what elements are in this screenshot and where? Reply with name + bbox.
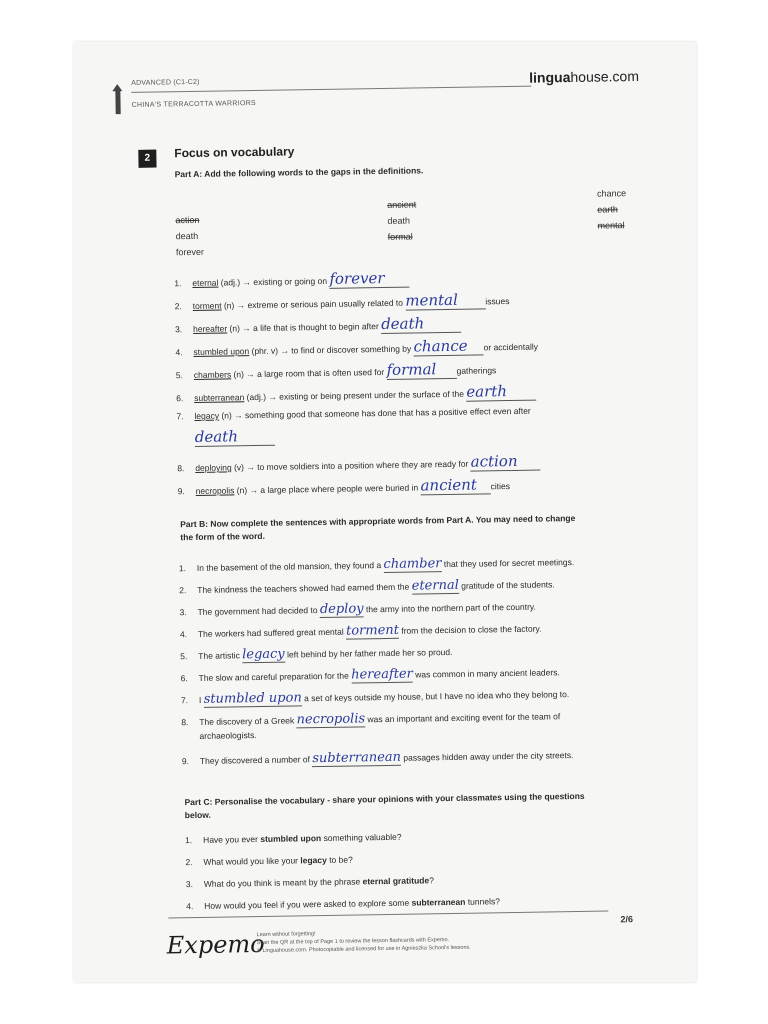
answer-field[interactable]: mental <box>405 290 485 310</box>
header-divider <box>131 86 531 93</box>
definition-item: 4. stumbled upon (phr. v) → to find or discover something by chance or accidentally <box>175 336 539 358</box>
definition-item: 7. legacy (n) → something good that someone has done that has a positive effect even after <box>176 405 531 422</box>
word-bank-item: death <box>387 215 411 226</box>
part-c-instruction: Part C: Personalise the vocabulary - share your opinions with your classmates using the questions <box>184 790 585 808</box>
answer-field[interactable]: earth <box>466 382 536 402</box>
definition-item: 1. eternal (adj.) → existing or going on forever <box>174 269 409 292</box>
linguahouse-logo: linguahouse.com <box>529 67 640 86</box>
sentence-item-continued: archaeologists. <box>199 730 257 741</box>
lesson-title: CHINA'S TERRACOTTA WARRIORS <box>131 99 257 109</box>
answer-field[interactable]: ancient <box>420 475 490 495</box>
section-title: Focus on vocabulary <box>174 144 295 161</box>
page-number: 2/6 <box>620 914 634 925</box>
sentence-item: 5. The artistic legacy left behind by her father made her so proud. <box>180 646 453 663</box>
answer-field[interactable]: legacy <box>242 646 285 663</box>
answer-field[interactable]: chamber <box>383 556 442 573</box>
answer-field[interactable]: death <box>381 314 461 334</box>
definition-item: 8. deploying (v) → to move soldiers into a position where they are ready for action <box>177 452 541 477</box>
answer-field[interactable]: eternal <box>411 577 459 594</box>
sentence-item: 6. The slow and careful preparation for the hereafter was common in many ancient leaders. <box>180 666 560 684</box>
definition-item: 3. hereafter (n) → a life that is thought to begin after death <box>175 314 461 337</box>
footer-divider <box>168 911 608 919</box>
definition-item-continued <box>195 427 275 447</box>
word-bank-item: action <box>175 214 200 226</box>
tower-logo-icon <box>115 90 120 114</box>
answer-field[interactable]: action <box>471 452 541 472</box>
answer-field[interactable]: stumbled upon <box>203 690 302 707</box>
word-bank-item: ancient <box>387 199 417 210</box>
answer-field[interactable]: death <box>195 427 275 447</box>
level-label: ADVANCED (C1-C2) <box>131 78 200 87</box>
answer-field[interactable]: chance <box>413 336 483 356</box>
part-c-instruction-cont: below. <box>184 809 211 821</box>
sentence-item: 3. The government had decided to deploy the army into the northern part of the country. <box>179 601 536 618</box>
question-item: 2. What would you like your legacy to be? <box>185 854 353 868</box>
section-number-badge: 2 <box>138 150 156 168</box>
definition-item: 9. necropolis (n) → a large place where people were buried in ancient cities <box>177 475 510 497</box>
word-bank-item: formal <box>387 231 413 242</box>
part-b-instruction: Part B: Now complete the sentences with appropriate words from Part A. You may need to change <box>180 513 576 530</box>
sentence-item: 2. The kindness the teachers showed had earned them the eternal gratitude of the students. <box>179 577 555 596</box>
answer-field[interactable]: torment <box>345 622 400 639</box>
sentence-item: 9. They discovered a number of subterranean passages hidden away under the city streets. <box>181 749 574 767</box>
word-bank-item: death <box>175 230 199 242</box>
question-item: 1. Have you ever stumbled upon something valuable? <box>185 831 402 846</box>
word-bank-item: mental <box>597 220 625 231</box>
sentence-item: 7. I stumbled upon a set of keys outside my house, but I have no idea who they belong to. <box>180 689 570 707</box>
part-b-instruction-cont: the form of the word. <box>180 530 265 543</box>
answer-field[interactable]: necropolis <box>296 711 366 728</box>
definition-item: 5. chambers (n) → a large room that is often used for formal gatherings <box>175 360 497 381</box>
answer-field[interactable]: deploy <box>319 601 364 618</box>
answer-field[interactable]: subterranean <box>312 749 402 767</box>
sentence-item: 4. The workers had suffered great mental torment from the decision to close the factory. <box>179 622 542 640</box>
footer-copyright: © Linguahouse.com. Photocopiable and licensed for use in Agnieszka School's lessons. <box>256 944 471 955</box>
answer-field[interactable]: forever <box>329 269 409 289</box>
part-a-instruction: Part A: Add the following words to the gaps in the definitions. <box>174 165 424 180</box>
footer-instruction: Scan the QR at the top of Page 1 to review the lesson flashcards with Expemo. <box>256 937 450 947</box>
word-bank-item: forever <box>175 246 204 258</box>
answer-field[interactable]: formal <box>386 360 456 380</box>
definition-item: 2. torment (n) → extreme or serious pain usually related to mental issues <box>174 290 510 312</box>
answer-field[interactable]: hereafter <box>351 666 413 683</box>
sentence-item: 1. In the basement of the old mansion, they found a chamber that they used for secret meetings. <box>178 556 575 574</box>
worksheet-page <box>74 42 696 982</box>
expemo-logo: Expemo <box>166 929 265 960</box>
word-bank-item: chance <box>596 188 627 199</box>
question-item: 3. What do you think is meant by the phrase eternal gratitude? <box>185 875 434 890</box>
question-item: 4. How would you feel if you were asked to explore some subterranean tunnels? <box>186 896 500 912</box>
footer-tagline: Learn without forgetting! <box>256 931 316 939</box>
sentence-item: 8. The discovery of a Greek necropolis was an important and exciting event for the team of <box>181 711 561 728</box>
word-bank-item: earth <box>597 204 618 215</box>
worksheet-content <box>74 42 696 982</box>
definition-item: 6. subterranean (adj.) → existing or being present under the surface of the earth <box>176 382 536 407</box>
